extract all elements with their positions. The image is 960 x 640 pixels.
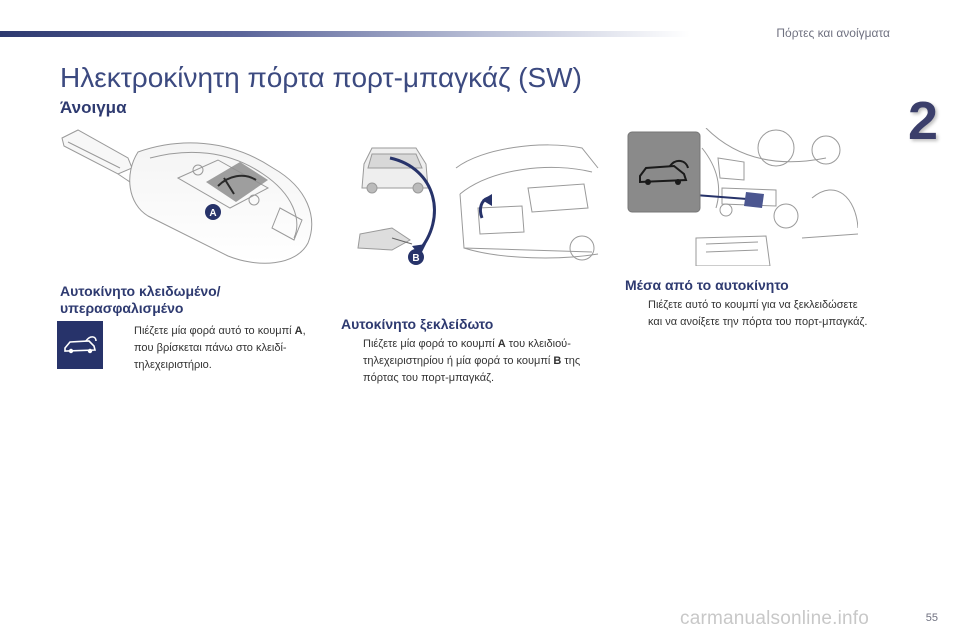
middle-bullet-text-2: του κλειδιού-τηλεχειριστηρίου ή μία φορά το κουμπί xyxy=(363,338,571,367)
right-bullet-text: Πιέζετε αυτό το κουμπί για να ξεκλειδώσετε και να ανοίξετε την πόρτα του πορτ-μπαγκάζ. xyxy=(648,299,868,328)
middle-bullet-text-3: της πόρτας του πορτ-μπαγκάζ. xyxy=(363,355,581,384)
key-fob-illustration xyxy=(58,128,320,270)
chapter-number: 2 xyxy=(907,91,938,151)
svg-text:B: B xyxy=(412,253,420,264)
left-bullet xyxy=(134,323,312,374)
section-label: Πόρτες και ανοίγματα xyxy=(776,26,890,40)
car-rear-illustration xyxy=(352,128,600,270)
dashboard-illustration xyxy=(626,128,858,266)
right-bullet xyxy=(648,297,870,331)
header-gradient-bar xyxy=(0,31,690,37)
middle-bullet-key-a: A xyxy=(497,338,506,350)
subheading: Άνοιγμα xyxy=(60,98,127,117)
left-bullet-text-2: , που βρίσκεται πάνω στο κλειδί-τηλεχειριστήριο. xyxy=(134,325,306,371)
watermark: carmanualsonline.info xyxy=(680,608,870,629)
left-heading xyxy=(60,283,221,317)
middle-bullet xyxy=(363,336,605,387)
callout-b-marker xyxy=(408,249,424,265)
left-heading-line2: υπερασφαλισμένο xyxy=(60,300,184,316)
page-number: 55 xyxy=(925,612,938,624)
left-heading-line1: Αυτοκίνητο κλειδωμένο/ xyxy=(60,283,221,299)
callout-a-marker xyxy=(205,204,221,220)
left-bullet-key-a: A xyxy=(294,325,303,337)
tailgate-button-iconbox xyxy=(57,321,103,369)
middle-bullet-text-1: Πιέζετε μία φορά το κουμπί xyxy=(363,338,498,350)
middle-heading: Αυτοκίνητο ξεκλείδωτο xyxy=(341,316,494,332)
right-heading: Μέσα από το αυτοκίνητο xyxy=(625,277,789,293)
middle-bullet-key-b: B xyxy=(553,355,562,367)
left-bullet-text-1: Πιέζετε μία φορά αυτό το κουμπί xyxy=(134,325,295,337)
page-title: Ηλεκτροκίνητη πόρτα πορτ-μπαγκάζ (SW) xyxy=(60,62,582,93)
svg-text:A: A xyxy=(209,208,217,219)
tailgate-open-icon xyxy=(63,334,97,356)
